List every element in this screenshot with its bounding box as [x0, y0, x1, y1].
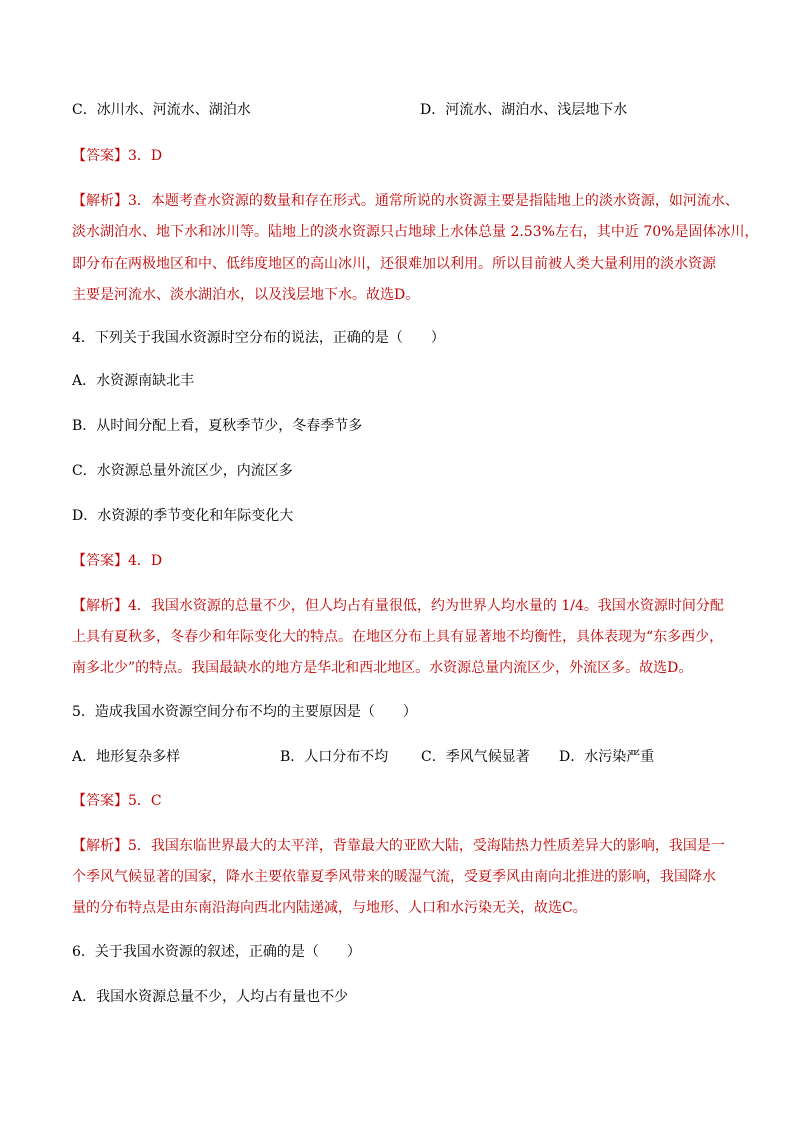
q5-options-row	[72, 749, 655, 765]
q5-analysis-line-1	[72, 838, 725, 854]
q5-answer-tag: 【答案】	[72, 793, 128, 809]
q4-option-a: A．水资源南缺北丰	[72, 373, 195, 389]
q3-analysis-line-1	[72, 193, 739, 209]
q5-answer	[72, 793, 162, 809]
q3-answer	[72, 148, 162, 164]
q5-analysis-text-1: 5．我国东临世界最大的太平洋，背靠最大的亚欧大陆，受海陆热力性质差异大的影响，我国是一	[128, 838, 725, 854]
q5-analysis-tag: 【解析】	[72, 838, 128, 854]
q5-analysis-line-3: 量的分布特点是由东南沿海向西北内陆递减，与地形、人口和水污染无关，故选C。	[72, 900, 587, 916]
q4-analysis-tag: 【解析】	[72, 598, 128, 614]
q5-stem: 5．造成我国水资源空间分布不均的主要原因是（ ）	[72, 704, 417, 720]
q5-answer-text: 5．C	[128, 793, 162, 809]
q6-option-a: A．我国水资源总量不少，人均占有量也不少	[72, 989, 349, 1005]
q3-option-c: C．冰川水、河流水、湖泊水	[72, 102, 251, 118]
q4-analysis-line-2: 上具有夏秋多，冬春少和年际变化大的特点。在地区分布上具有显著地不均衡性，具体表现为“东多西少，	[72, 629, 724, 645]
q4-analysis-line-1	[72, 598, 724, 614]
q5-option-d: D．水污染严重	[559, 749, 655, 765]
q3-analysis-line-4: 主要是河流水、淡水湖泊水，以及浅层地下水。故选D。	[72, 287, 420, 303]
q4-analysis-line-3: 南多北少”的特点。我国最缺水的地方是华北和西北地区。水资源总量内流区少，外流区多。故选D。	[72, 660, 693, 676]
q3-option-d: D．河流水、湖泊水、浅层地下水	[420, 102, 628, 118]
q4-analysis-text-1: 4．我国水资源的总量不少，但人均占有量很低，约为世界人均水量的 1/4。我国水资源时间分配	[128, 598, 724, 614]
q3-analysis-tag: 【解析】	[72, 193, 128, 209]
q5-analysis-line-2: 个季风气候显著的国家，降水主要依靠夏季风带来的暖湿气流，受夏季风由南向北推进的影响，我国降水	[72, 869, 716, 885]
q3-analysis-text-1: 3．本题考查水资源的数量和存在形式。通常所说的水资源主要是指陆地上的淡水资源，如河流水、	[128, 193, 739, 209]
q3-analysis-line-2: 淡水湖泊水、地下水和冰川等。陆地上的淡水资源只占地球上水体总量 2.53%左右，其中近 70%是固体冰川，	[72, 224, 759, 240]
q3-answer-tag: 【答案】	[72, 148, 128, 164]
q4-option-b: B．从时间分配上看，夏秋季节少，冬春季节多	[72, 418, 363, 434]
q4-answer-tag: 【答案】	[72, 553, 128, 569]
q6-stem: 6．关于我国水资源的叙述，正确的是（ ）	[72, 944, 361, 960]
q3-answer-text: 3．D	[128, 148, 163, 164]
q5-option-b: B．人口分布不均	[280, 749, 389, 765]
q4-answer-text: 4．D	[128, 553, 163, 569]
q3-analysis-line-3: 即分布在两极地区和中、低纬度地区的高山冰川，还很难加以利用。所以目前被人类大量利用的淡水资源	[72, 256, 716, 272]
q4-stem: 4．下列关于我国水资源时空分布的说法，正确的是（ ）	[72, 330, 445, 346]
q4-option-c: C．水资源总量外流区少，内流区多	[72, 463, 293, 479]
q4-answer	[72, 553, 162, 569]
q3-options-row	[72, 102, 628, 118]
q4-option-d: D．水资源的季节变化和年际变化大	[72, 508, 294, 524]
q5-option-c: C．季风气候显著	[421, 749, 530, 765]
q5-option-a: A．地形复杂多样	[72, 749, 181, 765]
